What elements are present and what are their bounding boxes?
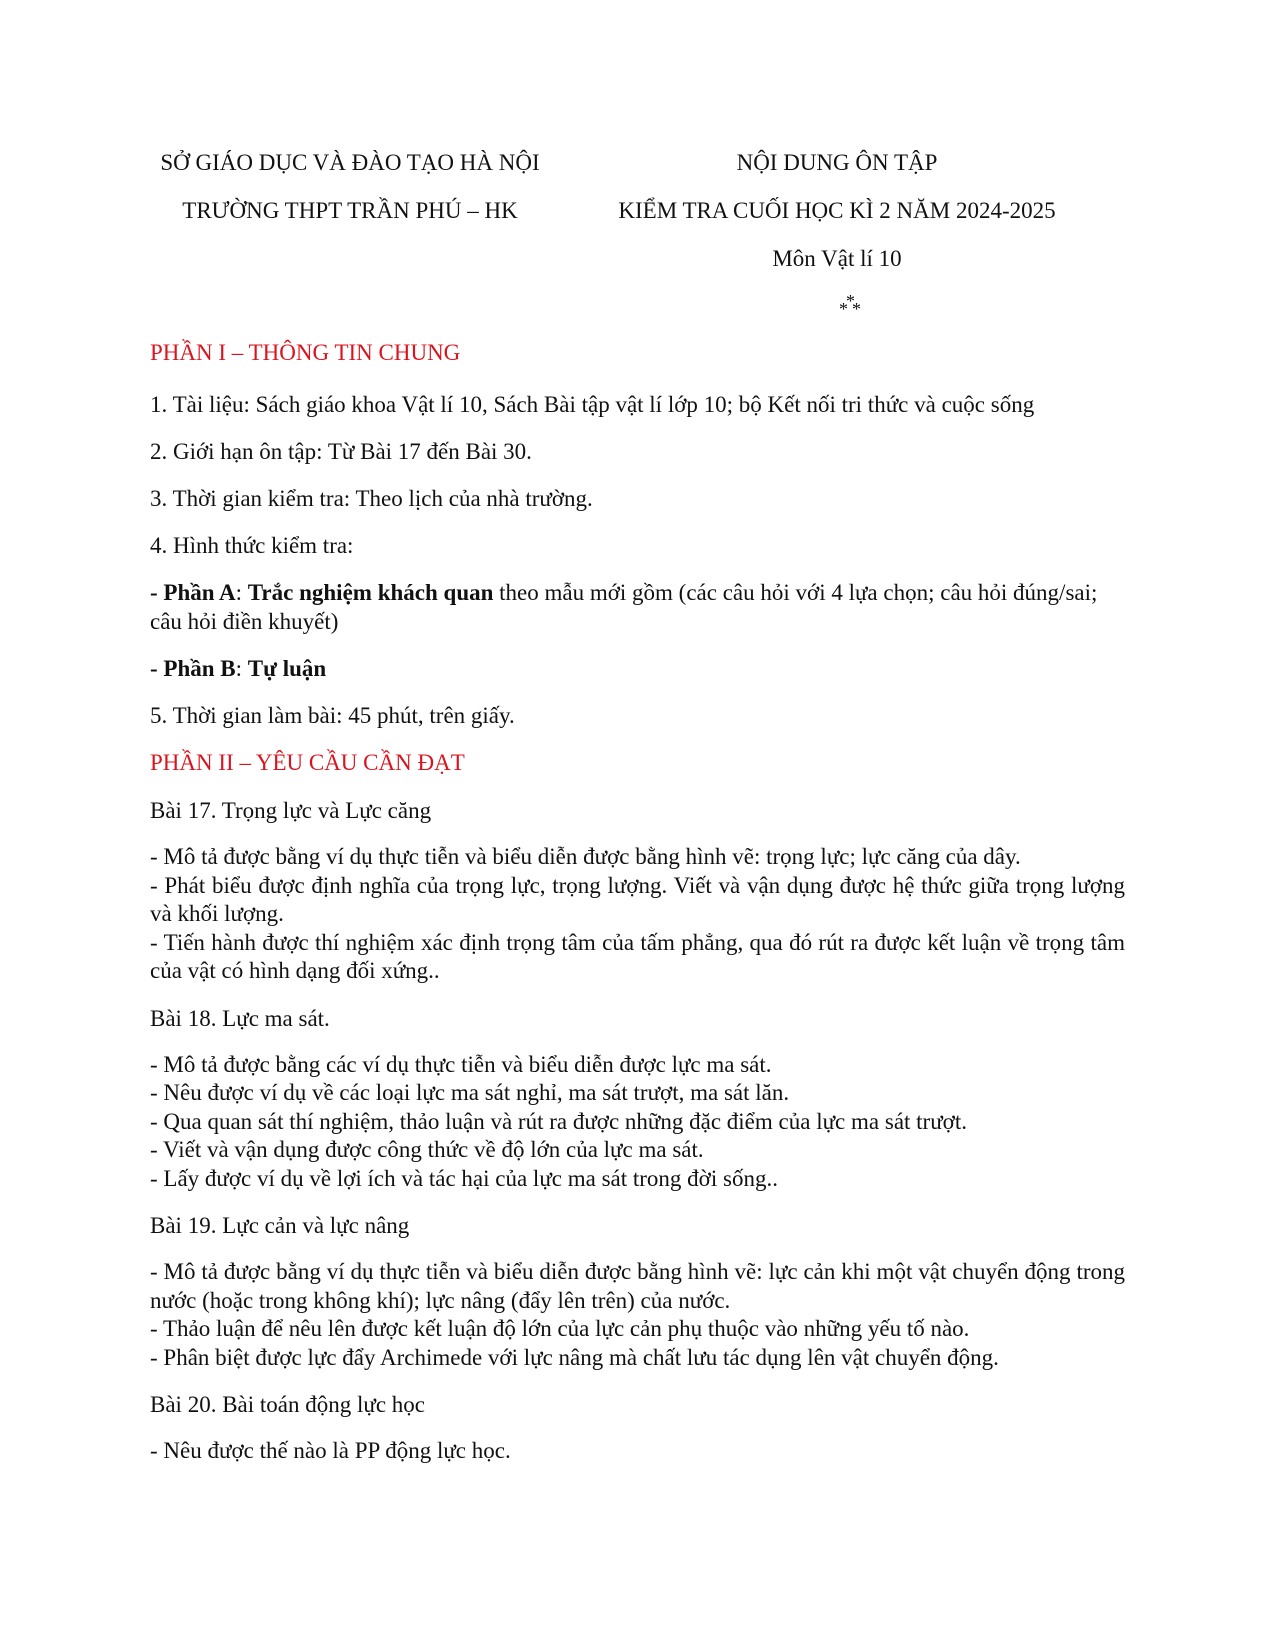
requirement-item: - Viết và vận dụng được công thức về độ lớn của lực ma sát.: [150, 1137, 704, 1162]
requirement-item: - Tiến hành được thí nghiệm xác định trọng tâm của tấm phẳng, qua đó rút ra được kết luận về trọng tâm của vật có hình dạng đối xứng..: [150, 929, 1125, 983]
document-title: NỘI DUNG ÔN TẬP: [736, 150, 938, 175]
subject-title: Môn Vật lí 10: [772, 246, 902, 271]
requirement-item: - Nêu được ví dụ về các loại lực ma sát nghỉ, ma sát trượt, ma sát lăn.: [150, 1080, 790, 1105]
lesson-title: Bài 20. Bài toán động lực học: [150, 1392, 426, 1417]
requirement-item: - Phân biệt được lực đẩy Archimede với lực nâng mà chất lưu tác dụng lên vật chuyển động.: [150, 1344, 999, 1370]
requirement-item: - Mô tả được bằng các ví dụ thực tiễn và biểu diễn được lực ma sát.: [150, 1051, 772, 1077]
info-item: 5. Thời gian làm bài: 45 phút, trên giấy.: [150, 703, 515, 728]
school-name: TRƯỜNG THPT TRẦN PHÚ – HK: [182, 198, 518, 223]
document-body: [150, 338, 1125, 1484]
part-b-description: - Phần B: Tự luận: [150, 656, 327, 681]
lesson-requirements: [150, 1437, 1125, 1466]
section-heading: PHẦN I – THÔNG TIN CHUNG: [150, 340, 461, 365]
part-a-label: Phần A: [163, 580, 236, 605]
requirement-item: - Phát biểu được định nghĩa của trọng lực, trọng lượng. Viết và vận dụng được hệ thức giữa trọng lượng và khối lượng.: [150, 872, 1125, 926]
part-a-description: - Phần A: Trắc nghiệm khách quan theo mẫu mới gồm (các câu hỏi với 4 lựa chọn; câu hỏi đúng/sai; câu hỏi điền khuyết): [150, 580, 1098, 634]
section-heading: PHẦN II – YÊU CẦU CẦN ĐẠT: [150, 750, 465, 775]
requirement-item: - Nêu được thế nào là PP động lực học.: [150, 1438, 511, 1463]
requirement-item: - Thảo luận để nêu lên được kết luận độ lớn của lực cản phụ thuộc vào những yếu tố nào.: [150, 1316, 970, 1341]
info-item: 4. Hình thức kiểm tra:: [150, 533, 354, 558]
lesson-title: Bài 18. Lực ma sát.: [150, 1005, 330, 1031]
part-a-type: Trắc nghiệm khách quan: [247, 580, 494, 605]
requirement-item: - Mô tả được bằng ví dụ thực tiễn và biểu diễn được bằng hình vẽ: trọng lực; lực căng của dây.: [150, 844, 1021, 869]
requirement-item: - Qua quan sát thí nghiệm, thảo luận và rút ra được những đặc điểm của lực ma sát trượt.: [150, 1108, 967, 1134]
part-b-type: Tự luận: [247, 656, 327, 681]
lesson-requirements: [150, 1258, 1125, 1372]
asterism-ornament: * * *: [839, 291, 861, 319]
info-item: 1. Tài liệu: Sách giáo khoa Vật lí 10, Sách Bài tập vật lí lớp 10; bộ Kết nối tri thức và cuộc sống: [150, 392, 1035, 417]
department-name: SỞ GIÁO DỤC VÀ ĐÀO TẠO HÀ NỘI: [160, 150, 540, 175]
info-item: 2. Giới hạn ôn tập: Từ Bài 17 đến Bài 30.: [150, 439, 532, 464]
lesson-requirements: [150, 843, 1125, 986]
info-item: 3. Thời gian kiểm tra: Theo lịch của nhà trường.: [150, 486, 593, 511]
lesson-title: Bài 17. Trọng lực và Lực căng: [150, 798, 432, 823]
exam-title: KIỂM TRA CUỐI HỌC KÌ 2 NĂM 2024-2025: [618, 198, 1056, 223]
requirement-item: - Lấy được ví dụ về lợi ích và tác hại của lực ma sát trong đời sống..: [150, 1165, 778, 1191]
requirement-item: - Mô tả được bằng ví dụ thực tiễn và biểu diễn được bằng hình vẽ: lực cản khi một vật chuyển động trong nước (hoặc trong không khí); lực nâng (đẩy lên trên) của nước.: [150, 1259, 1125, 1313]
lesson-title: Bài 19. Lực cản và lực nâng: [150, 1213, 410, 1238]
part-b-label: Phần B: [163, 656, 236, 681]
lesson-requirements: [150, 1051, 1125, 1194]
